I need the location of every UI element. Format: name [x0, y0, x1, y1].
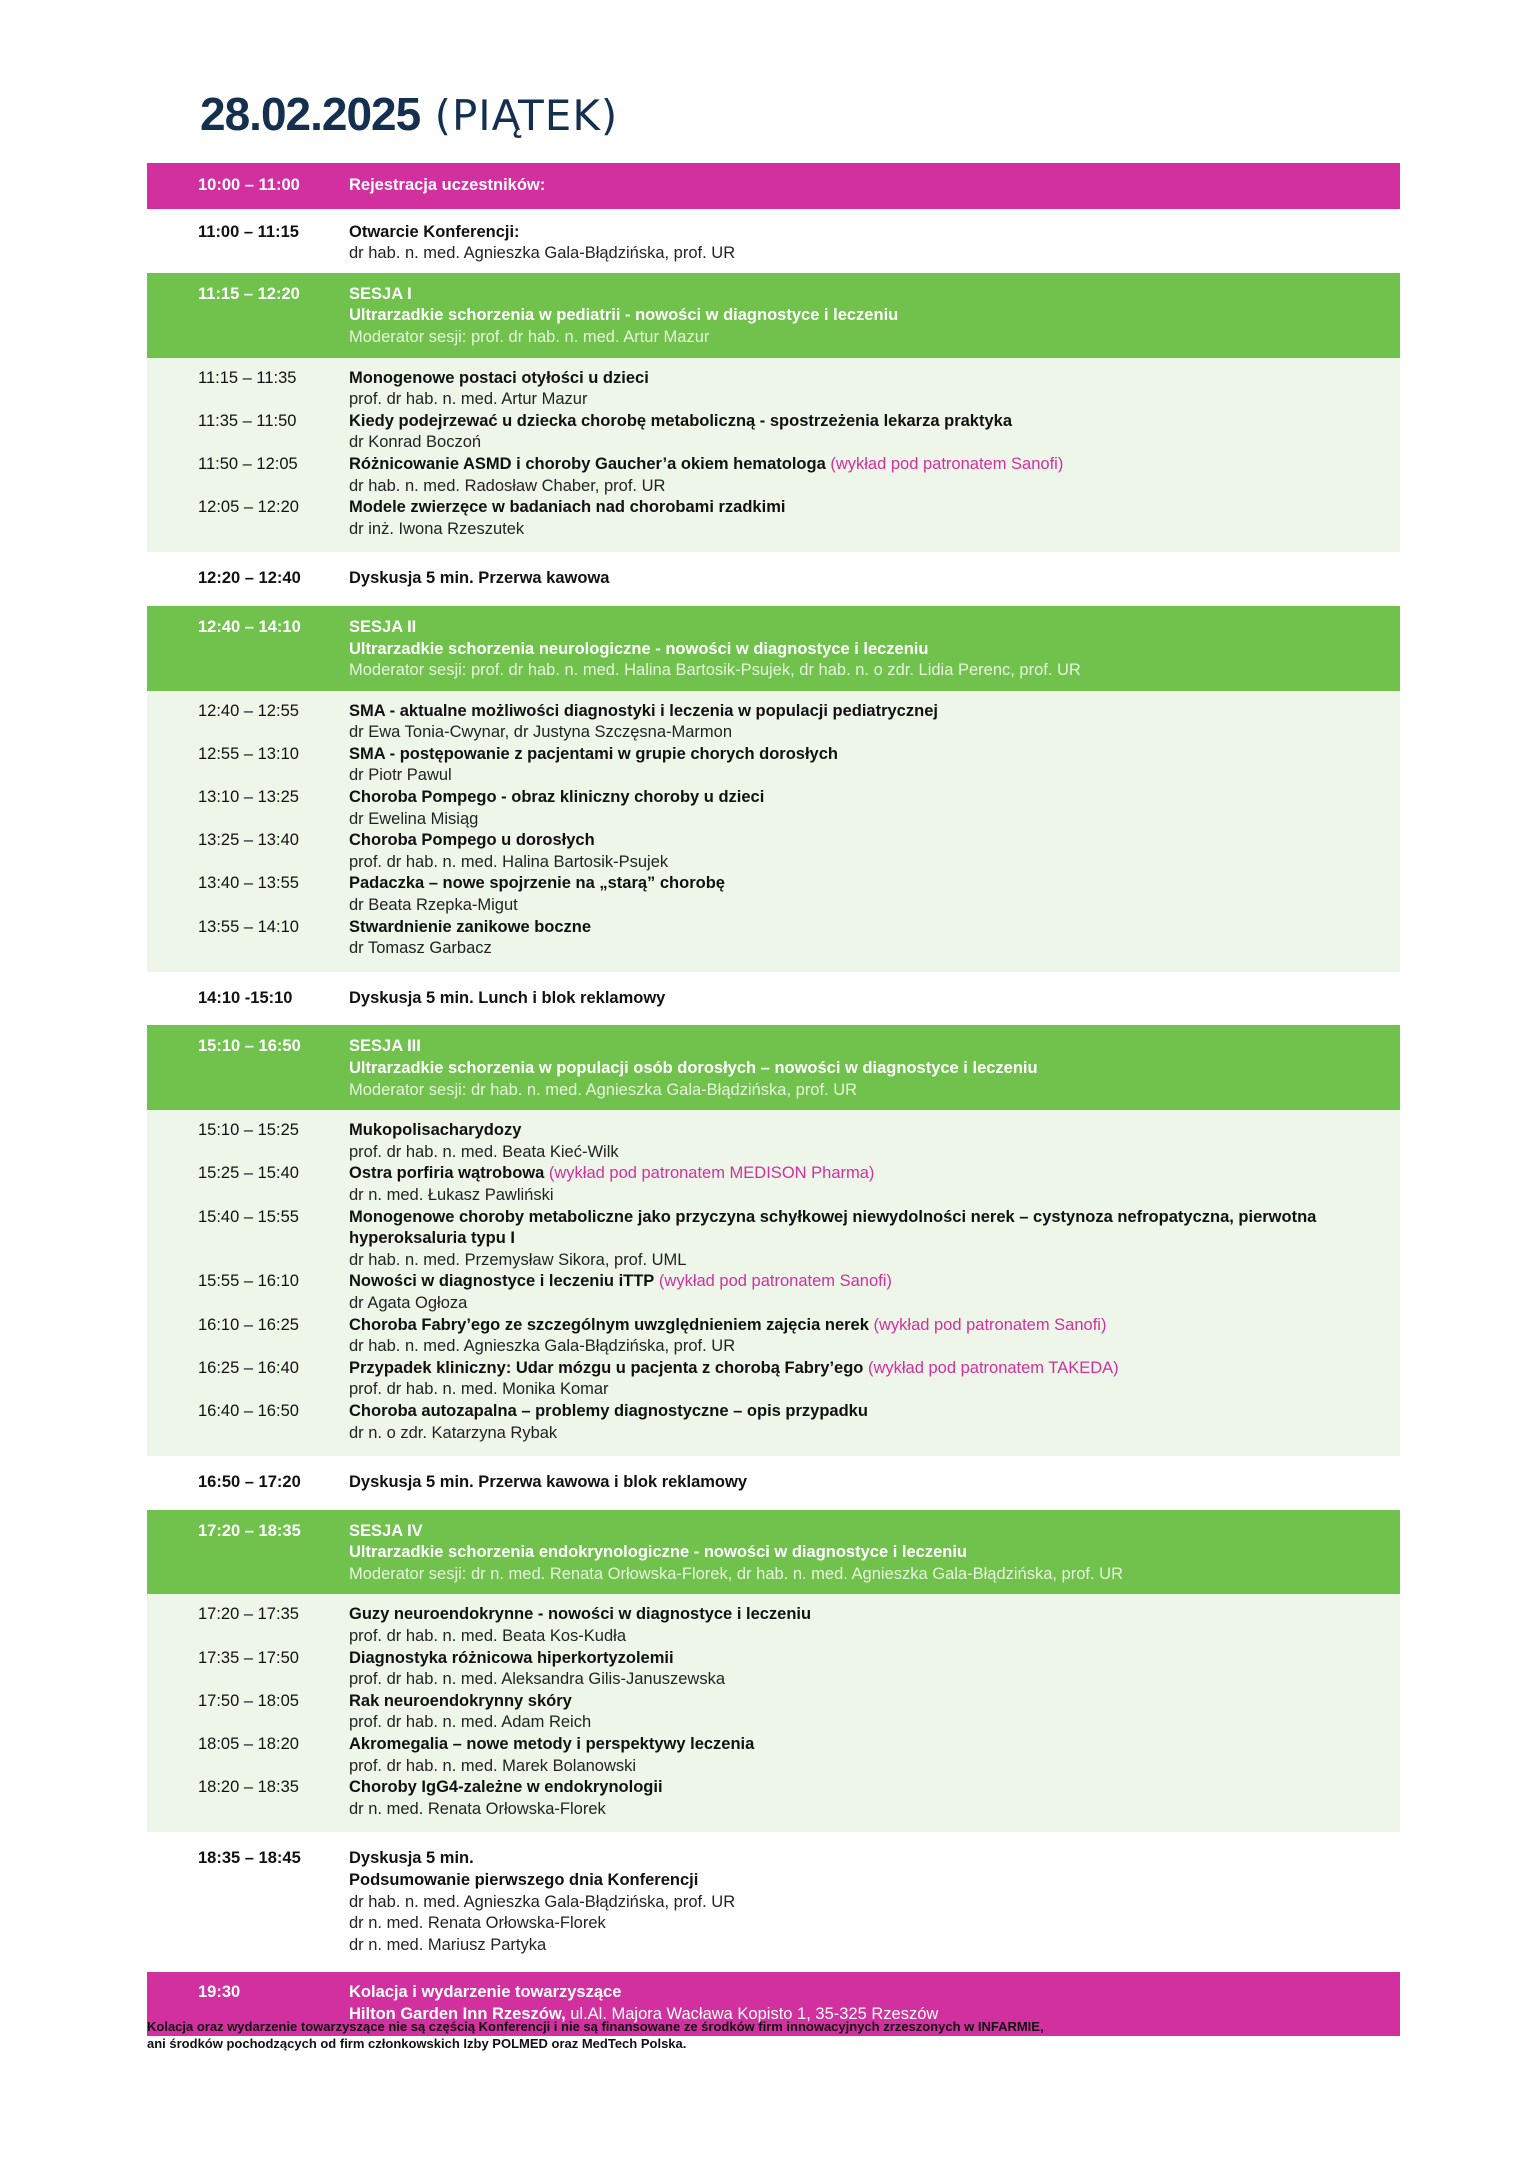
- talk-row: [147, 1648, 1400, 1691]
- talk-time: 12:05 – 12:20: [198, 498, 299, 517]
- session-time: 12:40 – 14:10: [198, 617, 301, 636]
- talk-speaker: prof. dr hab. n. med. Artur Mazur: [349, 390, 588, 409]
- talk-title: Choroba autozapalna – problemy diagnostyczne – opis przypadku: [349, 1401, 868, 1420]
- dinner-venue: Hilton Garden Inn Rzeszów,: [349, 2004, 566, 2023]
- closing-speaker: dr n. med. Renata Orłowska-Florek: [349, 1914, 606, 1933]
- talk-speaker: dr Beata Rzepka-Migut: [349, 896, 518, 915]
- talk-row: [147, 744, 1400, 787]
- talk-row: [147, 1734, 1400, 1777]
- closing-time: 18:35 – 18:45: [198, 1849, 301, 1868]
- talk-row: [147, 1315, 1400, 1358]
- session-time: 11:15 – 12:20: [198, 284, 300, 303]
- break-text: Dyskusja 5 min. Przerwa kawowa: [349, 569, 610, 588]
- talk-speaker: dr hab. n. med. Radosław Chaber, prof. UR: [349, 476, 666, 495]
- break-row: [147, 1466, 1400, 1500]
- talk-title: Mukopolisacharydozy: [349, 1121, 522, 1140]
- closing-speaker: dr n. med. Mariusz Partyka: [349, 1935, 547, 1954]
- session-title: Ultrarzadkie schorzenia w pediatrii - nowości w diagnostyce i leczeniu: [349, 306, 899, 325]
- session-label: SESJA II: [349, 617, 417, 636]
- talk-title: Choroba Fabry’ego ze szczególnym uwzględnieniem zajęcia nerek: [349, 1315, 869, 1334]
- talk-speaker: dr Tomasz Garbacz: [349, 939, 492, 958]
- talk-sponsor-note: (wykład pod patronatem MEDISON Pharma): [544, 1164, 875, 1183]
- talk-title: Ostra porfiria wątrobowa: [349, 1164, 545, 1183]
- talk-speaker: dr Konrad Boczoń: [349, 433, 482, 452]
- session-label: SESJA III: [349, 1037, 421, 1056]
- break-text: Dyskusja 5 min. Lunch i blok reklamowy: [349, 988, 666, 1007]
- talk-speaker: dr Ewelina Misiąg: [349, 809, 479, 828]
- talk-title: Monogenowe choroby metaboliczne jako przyczyna schyłkowej niewydolności nerek – cystynoza nefropatyczna, pierwotna hyperoksaluria typu I: [349, 1207, 1317, 1248]
- closing-line-1: Dyskusja 5 min.: [349, 1849, 474, 1868]
- talk-speaker: prof. dr hab. n. med. Marek Bolanowski: [349, 1756, 637, 1775]
- talk-speaker: prof. dr hab. n. med. Beata Kos-Kudła: [349, 1627, 626, 1646]
- talk-time: 11:15 – 11:35: [198, 368, 297, 387]
- session-title: Ultrarzadkie schorzenia w populacji osób dorosłych – nowości w diagnostyce i leczeniu: [349, 1059, 1038, 1077]
- talk-time: 16:40 – 16:50: [198, 1401, 299, 1420]
- talk-time: 18:20 – 18:35: [198, 1778, 299, 1797]
- session-moderator: Moderator sesji: prof. dr hab. n. med. Artur Mazur: [349, 327, 710, 346]
- talk-time: 17:35 – 17:50: [198, 1648, 299, 1667]
- talk-title: Stwardnienie zanikowe boczne: [349, 917, 592, 936]
- talk-speaker: prof. dr hab. n. med. Beata Kieć-Wilk: [349, 1142, 619, 1161]
- opening-title: Otwarcie Konferencji:: [349, 222, 520, 241]
- opening-speaker: dr hab. n. med. Agnieszka Gala-Błądzińska, prof. UR: [349, 244, 736, 263]
- talk-time: 12:40 – 12:55: [198, 701, 299, 720]
- agenda-table: [147, 163, 1400, 2043]
- talk-speaker: dr hab. n. med. Przemysław Sikora, prof. UML: [349, 1250, 687, 1269]
- talk-speaker: dr Ewa Tonia-Cwynar, dr Justyna Szczęsna-Marmon: [349, 723, 733, 742]
- talk-title: Choroba Pompego u dorosłych: [349, 831, 595, 850]
- session-label: SESJA IV: [349, 1521, 423, 1540]
- break-time: 14:10 -15:10: [198, 988, 293, 1007]
- talk-row: [147, 1271, 1400, 1314]
- footer-line-2: ani środków pochodzących od firm członkowskich Izby POLMED oraz MedTech Polska.: [147, 2035, 687, 2051]
- session-title: Ultrarzadkie schorzenia neurologiczne - nowości w diagnostyce i leczeniu: [349, 639, 929, 658]
- talk-sponsor-note: (wykład pod patronatem Sanofi): [825, 454, 1064, 473]
- opening-time: 11:00 – 11:15: [198, 222, 299, 241]
- talk-row: [147, 497, 1400, 540]
- talk-time: 16:25 – 16:40: [198, 1358, 299, 1377]
- session-time: 15:10 – 16:50: [198, 1037, 301, 1056]
- agenda-date: 28.02.2025: [200, 88, 421, 140]
- break-row: [147, 562, 1400, 596]
- talk-time: 13:25 – 13:40: [198, 831, 299, 850]
- session-1-header: [147, 273, 1400, 358]
- talk-row: [147, 1358, 1400, 1401]
- talk-title: Różnicowanie ASMD i choroby Gaucher’a okiem hematologa: [349, 454, 826, 473]
- talk-time: 15:40 – 15:55: [198, 1207, 299, 1226]
- talk-speaker: dr hab. n. med. Agnieszka Gala-Błądzińska, prof. UR: [349, 1337, 736, 1356]
- dinner-title: Kolacja i wydarzenie towarzyszące: [349, 1983, 622, 2002]
- talk-sponsor-note: (wykład pod patronatem Sanofi): [868, 1315, 1107, 1334]
- talk-title: Choroba Pompego - obraz kliniczny choroby u dzieci: [349, 788, 765, 807]
- talk-title: Modele zwierzęce w badaniach nad chorobami rzadkimi: [349, 498, 786, 517]
- talk-row: [147, 787, 1400, 830]
- talk-row: [147, 701, 1400, 744]
- talk-time: 16:10 – 16:25: [198, 1315, 299, 1334]
- talk-row: [147, 1691, 1400, 1734]
- closing-row: [147, 1842, 1400, 1962]
- talk-row: [147, 830, 1400, 873]
- talk-time: 12:55 – 13:10: [198, 744, 299, 763]
- talk-sponsor-note: (wykład pod patronatem TAKEDA): [863, 1358, 1119, 1377]
- talk-row: [147, 873, 1400, 916]
- footer-disclaimer: [147, 2019, 1400, 2052]
- talk-time: 18:05 – 18:20: [198, 1735, 299, 1754]
- session-time: 17:20 – 18:35: [198, 1521, 301, 1540]
- session-1-talks: [147, 358, 1400, 553]
- talk-time: 17:20 – 17:35: [198, 1605, 299, 1624]
- talk-row: [147, 1401, 1400, 1444]
- talk-speaker: prof. dr hab. n. med. Monika Komar: [349, 1380, 609, 1399]
- talk-title: SMA - postępowanie z pacjentami w grupie chorych dorosłych: [349, 744, 838, 763]
- talk-time: 15:10 – 15:25: [198, 1121, 299, 1140]
- session-title: Ultrarzadkie schorzenia endokrynologiczne - nowości w diagnostyce i leczeniu: [349, 1543, 967, 1562]
- talk-title: Monogenowe postaci otyłości u dzieci: [349, 368, 649, 387]
- page-title: [200, 84, 618, 146]
- closing-line-2: Podsumowanie pierwszego dnia Konferencji: [349, 1871, 699, 1889]
- session-moderator: Moderator sesji: dr n. med. Renata Orłowska-Florek, dr hab. n. med. Agnieszka Gala-Błądzińska, prof. UR: [349, 1564, 1123, 1583]
- talk-time: 11:50 – 12:05: [198, 454, 298, 473]
- talk-title: Guzy neuroendokrynne - nowości w diagnostyce i leczeniu: [349, 1605, 812, 1624]
- talk-speaker: prof. dr hab. n. med. Aleksandra Gilis-Januszewska: [349, 1670, 726, 1689]
- talk-speaker: dr Agata Ogłoza: [349, 1293, 468, 1312]
- agenda-weekday: (PIĄTEK): [420, 91, 619, 140]
- talk-title: Akromegalia – nowe metody i perspektywy leczenia: [349, 1735, 755, 1754]
- session-4-talks: [147, 1594, 1400, 1832]
- footer-line-1: Kolacja oraz wydarzenie towarzyszące nie są częścią Konferencji i nie są finansowane ze środków firm innowacyjnych zrzeszonych w INFARMIE,: [147, 2019, 1044, 2034]
- talk-title: Padaczka – nowe spojrzenie na „starą” chorobę: [349, 874, 725, 893]
- registration-time: 10:00 – 11:00: [198, 176, 300, 194]
- talk-row: [147, 1120, 1400, 1163]
- session-2-header: [147, 606, 1400, 691]
- opening-row: [147, 216, 1400, 271]
- talk-speaker: prof. dr hab. n. med. Halina Bartosik-Psujek: [349, 852, 669, 871]
- talk-time: 15:25 – 15:40: [198, 1164, 299, 1183]
- talk-speaker: prof. dr hab. n. med. Adam Reich: [349, 1713, 592, 1732]
- session-moderator: Moderator sesji: prof. dr hab. n. med. Halina Bartosik-Psujek, dr hab. n. o zdr. Lidia Perenc, prof. UR: [349, 661, 1081, 680]
- dinner-time: 19:30: [198, 1983, 241, 2002]
- talk-sponsor-note: (wykład pod patronatem Sanofi): [654, 1272, 892, 1291]
- talk-title: Diagnostyka różnicowa hiperkortyzolemii: [349, 1648, 674, 1667]
- session-3-talks: [147, 1110, 1400, 1456]
- talk-title: Nowości w diagnostyce i leczeniu iTTP: [349, 1272, 655, 1291]
- talk-title: Choroby IgG4-zależne w endokrynologii: [349, 1778, 663, 1797]
- registration-title: Rejestracja uczestników:: [349, 176, 546, 194]
- break-row: [147, 982, 1400, 1016]
- talk-time: 15:55 – 16:10: [198, 1272, 299, 1291]
- talk-speaker: dr n. med. Łukasz Pawliński: [349, 1185, 554, 1204]
- talk-time: 11:35 – 11:50: [198, 411, 297, 430]
- talk-row: [147, 454, 1400, 497]
- talk-time: 13:40 – 13:55: [198, 874, 299, 893]
- session-3-header: [147, 1025, 1400, 1110]
- talk-time: 17:50 – 18:05: [198, 1691, 299, 1710]
- session-2-talks: [147, 691, 1400, 972]
- talk-row: [147, 368, 1400, 411]
- registration-row: [147, 163, 1400, 209]
- talk-title: Rak neuroendokrynny skóry: [349, 1691, 572, 1710]
- talk-row: [147, 1604, 1400, 1647]
- talk-row: [147, 411, 1400, 454]
- break-time: 12:20 – 12:40: [198, 569, 301, 588]
- talk-title: Kiedy podejrzewać u dziecka chorobę metaboliczną - spostrzeżenia lekarza praktyka: [349, 411, 1012, 430]
- talk-title: SMA - aktualne możliwości diagnostyki i leczenia w populacji pediatrycznej: [349, 701, 938, 720]
- talk-row: [147, 1777, 1400, 1820]
- talk-speaker: dr inż. Iwona Rzeszutek: [349, 519, 525, 538]
- talk-time: 13:55 – 14:10: [198, 917, 299, 936]
- talk-row: [147, 1163, 1400, 1206]
- session-moderator: Moderator sesji: dr hab. n. med. Agnieszka Gala-Błądzińska, prof. UR: [349, 1080, 858, 1099]
- talk-title: Przypadek kliniczny: Udar mózgu u pacjenta z chorobą Fabry’ego: [349, 1358, 864, 1377]
- session-label: SESJA I: [349, 284, 412, 303]
- break-time: 16:50 – 17:20: [198, 1473, 301, 1492]
- talk-row: [147, 1207, 1400, 1272]
- talk-speaker: dr n. o zdr. Katarzyna Rybak: [349, 1423, 558, 1442]
- closing-speaker: dr hab. n. med. Agnieszka Gala-Błądzińska, prof. UR: [349, 1892, 736, 1911]
- dinner-address: ul.Al. Majora Wacława Kopisto 1, 35-325 Rzeszów: [565, 2004, 939, 2023]
- talk-speaker: dr n. med. Renata Orłowska-Florek: [349, 1799, 606, 1818]
- break-text: Dyskusja 5 min. Przerwa kawowa i blok reklamowy: [349, 1473, 748, 1492]
- talk-speaker: dr Piotr Pawul: [349, 766, 452, 785]
- talk-time: 13:10 – 13:25: [198, 788, 299, 807]
- session-4-header: [147, 1510, 1400, 1595]
- talk-row: [147, 917, 1400, 960]
